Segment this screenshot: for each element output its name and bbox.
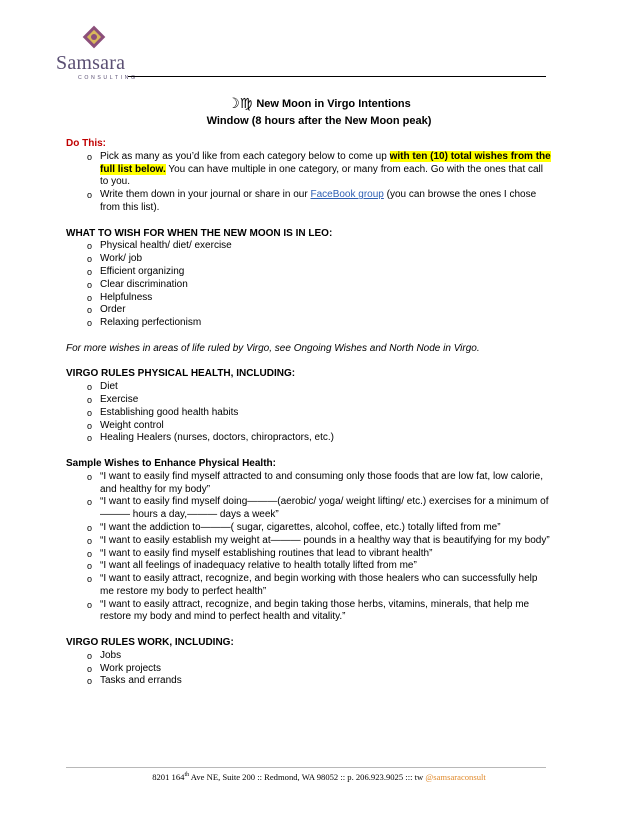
do-this-section bbox=[66, 138, 554, 215]
list-item: o “I want to easily attract, recognize, and begin working with those healers who can successfully help me restore my body to perfect health” bbox=[66, 573, 554, 599]
sample-wishes-section bbox=[66, 458, 554, 624]
list-item: o Diet bbox=[66, 381, 554, 394]
list-item: o Jobs bbox=[66, 650, 554, 663]
list-item: o “I want the addiction to———( sugar, cigarettes, alcohol, coffee, etc.) totally lifted from me” bbox=[66, 522, 554, 535]
address-text: 8201 164 bbox=[152, 772, 185, 782]
wish-section bbox=[66, 228, 554, 330]
moon-virgo-icon: ☽♍ bbox=[227, 95, 253, 111]
list-item: o Order bbox=[66, 304, 554, 317]
highlighted-text: with ten (10) total wishes from the full list below. bbox=[100, 150, 551, 175]
page-title: New Moon in Virgo Intentions bbox=[256, 98, 411, 110]
list-item: o “I want all feelings of inadequacy relative to health totally lifted from me” bbox=[66, 560, 554, 573]
list-item: o “I want to easily establish my weight at——— pounds in a healthy way that is beautifying for my body” bbox=[66, 535, 554, 548]
instruction-text: (you can browse the ones I chose from this list). bbox=[100, 189, 537, 213]
brand-name: Samsara bbox=[56, 52, 126, 74]
list-item: o Work/ job bbox=[66, 253, 554, 266]
health-heading: VIRGO RULES PHYSICAL HEALTH, INCLUDING: bbox=[66, 368, 296, 380]
list-item: o Work projects bbox=[66, 663, 554, 676]
work-list bbox=[66, 650, 554, 688]
samsara-logo bbox=[50, 20, 140, 88]
list-item: o “I want to easily attract, recognize, and begin taking those herbs, vitamins, minerals, that help me restore my body and mind to perfect health and vitality.” bbox=[66, 599, 554, 625]
page-subtitle: Window (8 hours after the New Moon peak) bbox=[206, 115, 432, 127]
mandala-logo-icon bbox=[81, 24, 107, 50]
work-section bbox=[66, 637, 554, 688]
header-divider bbox=[128, 76, 546, 77]
brand-tagline: CONSULTING bbox=[78, 75, 138, 81]
sample-wishes-heading: Sample Wishes to Enhance Physical Health: bbox=[66, 457, 276, 469]
list-item bbox=[66, 189, 554, 215]
address-suffix: th bbox=[184, 772, 190, 779]
list-item: o “I want to easily find myself doing———(aerobic/ yoga/ weight lifting/ etc.) exercises for a minimum of——— hours a day,——— days a week” bbox=[66, 496, 554, 522]
address-text: Ave NE, Suite 200 :: Redmond, WA 98052 :: p. 206.923.9025 ::: tw bbox=[189, 772, 426, 782]
sample-wishes-list bbox=[66, 471, 554, 625]
list-item: o Exercise bbox=[66, 394, 554, 407]
do-this-list bbox=[66, 151, 554, 215]
list-item: o Relaxing perfectionism bbox=[66, 317, 554, 330]
list-item: o Clear discrimination bbox=[66, 279, 554, 292]
more-wishes-note: For more wishes in areas of life ruled by Virgo, see Ongoing Wishes and North Node in Virgo. bbox=[66, 342, 480, 354]
document-body bbox=[66, 138, 554, 701]
title-block bbox=[0, 94, 638, 130]
wish-list bbox=[66, 240, 554, 330]
list-item: o Helpfulness bbox=[66, 292, 554, 305]
list-item: o “I want to easily find myself attracted to and consuming only those foods that are low fat, low calorie, and healthy for my body” bbox=[66, 471, 554, 497]
health-list bbox=[66, 381, 554, 445]
instruction-text: Pick as many as you’d like from each category below to come up bbox=[100, 150, 390, 162]
title-line-1 bbox=[0, 94, 638, 113]
list-item: o “I want to easily find myself establishing routines that lead to vibrant health” bbox=[66, 548, 554, 561]
health-section bbox=[66, 368, 554, 445]
list-item: o Efficient organizing bbox=[66, 266, 554, 279]
work-heading: VIRGO RULES WORK, INCLUDING: bbox=[66, 637, 234, 649]
list-item: o Healing Healers (nurses, doctors, chiropractors, etc.) bbox=[66, 432, 554, 445]
footer-divider bbox=[66, 767, 546, 768]
wish-heading: WHAT TO WISH FOR WHEN THE NEW MOON IS IN LEO: bbox=[66, 227, 333, 239]
list-item: o Physical health/ diet/ exercise bbox=[66, 240, 554, 253]
footer-address bbox=[0, 772, 638, 782]
do-this-heading: Do This: bbox=[66, 138, 106, 149]
facebook-group-link[interactable]: FaceBook group bbox=[310, 189, 384, 201]
list-item bbox=[66, 151, 554, 189]
list-item: o Tasks and errands bbox=[66, 675, 554, 688]
list-item: o Weight control bbox=[66, 420, 554, 433]
twitter-handle-link[interactable]: @samsaraconsult bbox=[425, 772, 486, 782]
instruction-text: Write them down in your journal or share in our bbox=[100, 189, 311, 201]
instruction-text: You can have multiple in one category, or many from each. Go with the ones that call to you. bbox=[100, 163, 544, 188]
list-item: o Establishing good health habits bbox=[66, 407, 554, 420]
